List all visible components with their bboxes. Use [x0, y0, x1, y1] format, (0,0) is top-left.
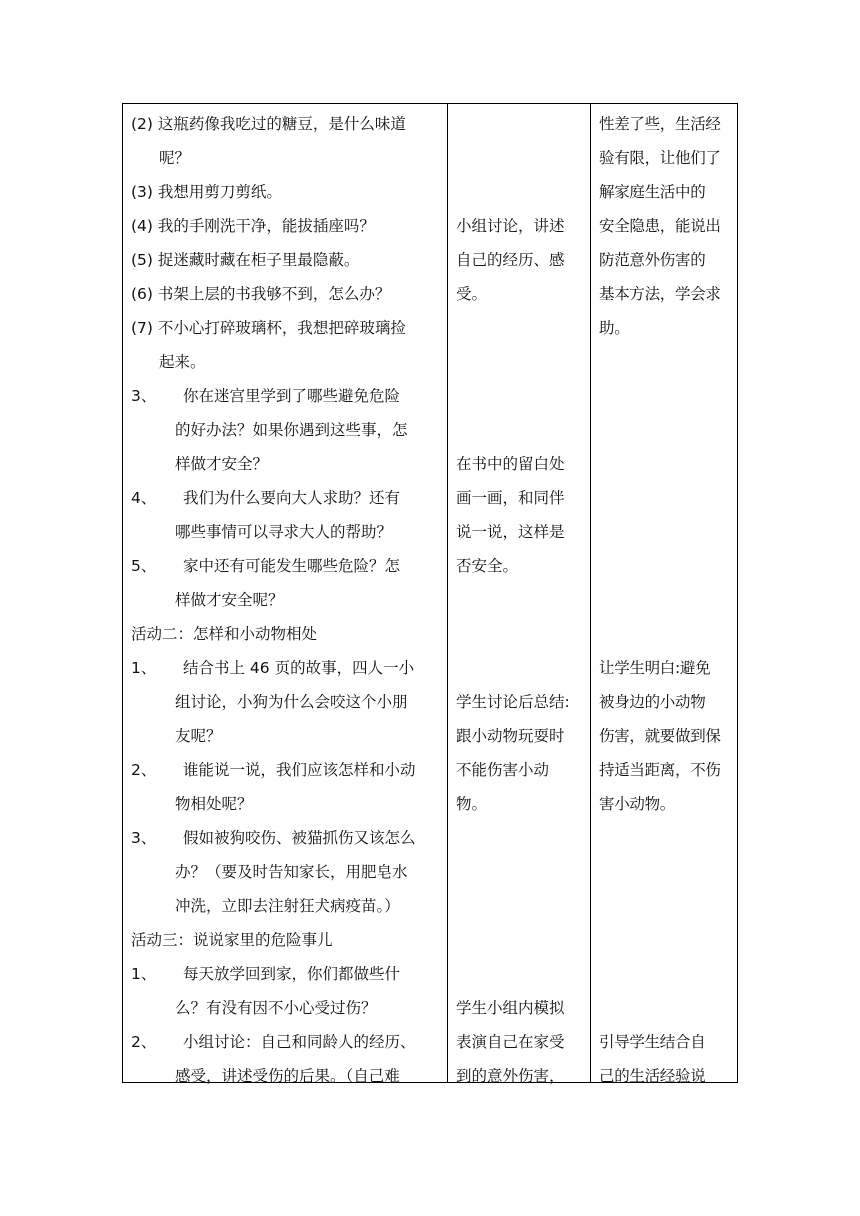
activity-line: (7) 不小心打碎玻璃杯，我想把碎玻璃捡 [131, 319, 406, 337]
activity-line: 组讨论，小狗为什么会咬这个小朋 [175, 693, 408, 711]
intent-line: 己的生活经验说 [599, 1067, 706, 1085]
activity-line: 5、 家中还有可能发生哪些危险？怎 [131, 557, 401, 575]
student-line: 小组讨论，讲述 [456, 217, 565, 235]
intent-line: 害小动物。 [599, 795, 676, 813]
student-activity-column [448, 104, 590, 1085]
activity-line: 2、 谁能说一说，我们应该怎样和小动 [131, 761, 416, 779]
student-line: 表演自己在家受 [456, 1033, 565, 1051]
student-line: 学生讨论后总结: [456, 693, 570, 711]
student-line: 在书中的留白处 [456, 455, 565, 473]
activity-line: (2) 这瓶药像我吃过的糖豆，是什么味道 [131, 115, 406, 133]
activity-line: 样做才安全？ [175, 455, 269, 473]
activity-line: (6) 书架上层的书我够不到，怎么办？ [131, 285, 391, 303]
activity-line: 4、 我们为什么要向大人求助？还有 [131, 489, 401, 507]
activity-line: 友呢？ [175, 727, 222, 745]
activity-line: 哪些事情可以寻求大人的帮助？ [175, 523, 393, 541]
intent-line: 引导学生结合自 [599, 1033, 706, 1051]
activity-line: 样做才安全呢？ [175, 591, 284, 609]
student-line: 到的意外伤害， [456, 1067, 565, 1085]
student-line: 否安全。 [456, 557, 519, 575]
activity-line: 1、 每天放学回到家，你们都做些什 [131, 965, 401, 983]
intent-line: 持适当距离，不伤 [599, 761, 721, 779]
activity-line: 感受，讲述受伤的后果。（自己难 [175, 1067, 400, 1085]
intent-line: 伤害，就要做到保 [599, 727, 721, 745]
activity-line: 办？（要及时告知家长，用肥皂水 [175, 863, 408, 881]
student-line: 学生小组内模拟 [456, 999, 565, 1017]
activity-line: 3、 假如被狗咬伤、被猫抓伤又该怎么 [131, 829, 416, 847]
student-line: 不能伤害小动 [456, 761, 550, 779]
student-line: 物。 [456, 795, 488, 813]
activity-line: 2、 小组讨论：自己和同龄人的经历、 [131, 1033, 416, 1051]
lesson-table [122, 103, 738, 1083]
intent-line: 助。 [599, 319, 630, 337]
activity-line: 么？有没有因不小心受过伤？ [175, 999, 377, 1017]
activity-line: 起来。 [159, 353, 206, 371]
activity-column [123, 104, 447, 1085]
activity-line: 物相处呢？ [175, 795, 253, 813]
activity-line: (3) 我想用剪刀剪纸。 [131, 183, 282, 201]
intent-line: 防范意外伤害的 [599, 251, 706, 269]
activity-line: 冲洗，立即去注射狂犬病疫苗。） [175, 897, 400, 915]
intent-line: 基本方法，学会求 [599, 285, 721, 303]
activity-line: (5) 捉迷藏时藏在柜子里最隐蔽。 [131, 251, 360, 269]
intent-line: 被身边的小动物 [599, 693, 706, 711]
activity-line: 1、 结合书上 46 页的故事，四人一小 [131, 659, 415, 677]
student-line: 跟小动物玩耍时 [456, 727, 565, 745]
design-intent-column [591, 104, 737, 1085]
activity-line: 的好办法？如果你遇到这些事，怎 [175, 421, 408, 439]
intent-line: 性差了些，生活经 [599, 115, 721, 133]
student-line: 画一画，和同伴 [456, 489, 565, 507]
student-line: 受。 [456, 285, 488, 303]
intent-line: 解家庭生活中的 [599, 183, 706, 201]
intent-line: 安全隐患，能说出 [599, 217, 721, 235]
activity-heading: 活动三：说说家里的危险事儿 [131, 931, 333, 949]
student-line: 说一说，这样是 [456, 523, 565, 541]
activity-line: (4) 我的手刚洗干净，能拔插座吗？ [131, 217, 375, 235]
activity-heading: 活动二：怎样和小动物相处 [131, 625, 318, 643]
activity-line: 3、 你在迷宫里学到了哪些避免危险 [131, 387, 401, 405]
intent-line: 让学生明白:避免 [599, 659, 711, 677]
intent-line: 验有限，让他们了 [599, 149, 721, 167]
activity-line: 呢？ [159, 149, 191, 167]
student-line: 自己的经历、感 [456, 251, 565, 269]
